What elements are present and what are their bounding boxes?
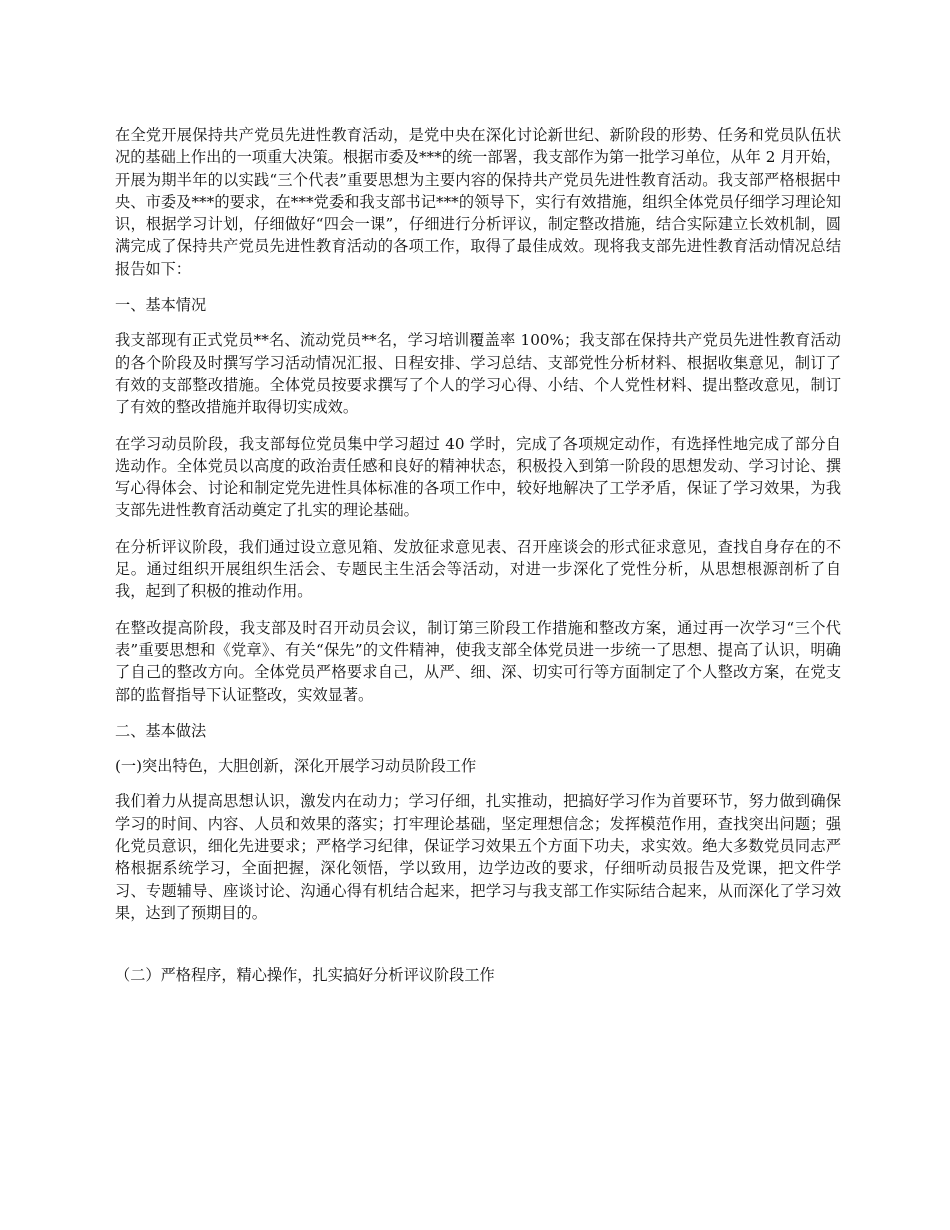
body-paragraph: 我们着力从提高思想认识，激发内在动力；学习仔细，扎实推动，把搞好学习作为首要环节，努力做到确保学习的时间、内容、人员和效果的落实；打牢理论基础，坚定理想信念；发挥模范作用，查找突出问题；强化党员意识，细化先进要求；严格学习纪律，保证学习效果五个方面下功夫，求实效。绝大多数党员同志严格根据系统学习，全面把握，深化领悟，学以致用，边学边改的要求，仔细听动员报告及党课，把文件学习、专题辅导、座谈讨论、沟通心得有机结合起来，把学习与我支部工作实际结合起来，从而深化了学习效果，达到了预期目的。 bbox=[115, 792, 841, 922]
body-paragraph: 在整改提高阶段，我支部及时召开动员会议，制订第三阶段工作措施和整改方案，通过再一次学习“三个代表”重要思想和《党章》、有关“保先”的文件精神，使我支部全体党员进一步统一了思想、提高了认识，明确了自己的整改方向。全体党员严格要求自己，从严、细、深、切实可行等方面制定了个人整改方案，在党支部的监督指导下认证整改，实效显著。 bbox=[115, 618, 841, 704]
section-heading-basic-methods: 二、基本做法 bbox=[115, 721, 207, 740]
body-paragraph: 我支部现有正式党员**名、流动党员**名，学习培训覆盖率 100%；我支部在保持共产党员先进性教育活动的各个阶段及时撰写学习活动情况汇报、日程安排、学习总结、支部党性分析材料、根据收集意见，制订了有效的支部整改措施。全体党员按要求撰写了个人的学习心得、小结、个人党性材料、提出整改意见，制订了有效的整改措施并取得切实成效。 bbox=[115, 331, 841, 417]
body-paragraph: 在学习动员阶段，我支部每位党员集中学习超过 40 学时，完成了各项规定动作，有选择性地完成了部分自选动作。全体党员以高度的政治责任感和良好的精神状态，积极投入到第一阶段的思想发动、学习讨论、撰写心得体会、讨论和制定党先进性具体标准的各项工作中，较好地解决了工学矛盾，保证了学习效果，为我支部先进性教育活动奠定了扎实的理论基础。 bbox=[115, 434, 841, 520]
subsection-heading-1: (一)突出特色，大胆创新，深化开展学习动员阶段工作 bbox=[115, 757, 477, 776]
subsection-heading-2: （二）严格程序，精心操作，扎实搞好分析评议阶段工作 bbox=[115, 966, 495, 985]
document-body bbox=[115, 124, 841, 1000]
intro-paragraph: 在全党开展保持共产党员先进性教育活动，是党中央在深化讨论新世纪、新阶段的形势、任务和党员队伍状况的基础上作出的一项重大决策。根据市委及***的统一部署，我支部作为第一批学习单位，从年 2 月开始，开展为期半年的以实践“三个代表”重要思想为主要内容的保持共产党员先进性教育活动。我支部严格根据中央、市委及***的要求，在***党委和我支部书记***的领导下，实行有效措施，组织全体党员仔细学习理论知识，根据学习计划，仔细做好“四会一课”，仔细进行分析评议，制定整改措施，结合实际建立长效机制，圆满完成了保持共产党员先进性教育活动的各项工作，取得了最佳成效。现将我支部先进性教育活动情况总结报告如下： bbox=[115, 126, 841, 278]
section-heading-basic-situation: 一、基本情况 bbox=[115, 296, 207, 315]
body-paragraph: 在分析评议阶段，我们通过设立意见箱、发放征求意见表、召开座谈会的形式征求意见，查找自身存在的不足。通过组织开展组织生活会、专题民主生活会等活动，对进一步深化了党性分析，从思想根源剖析了自我，起到了积极的推动作用。 bbox=[115, 537, 841, 601]
